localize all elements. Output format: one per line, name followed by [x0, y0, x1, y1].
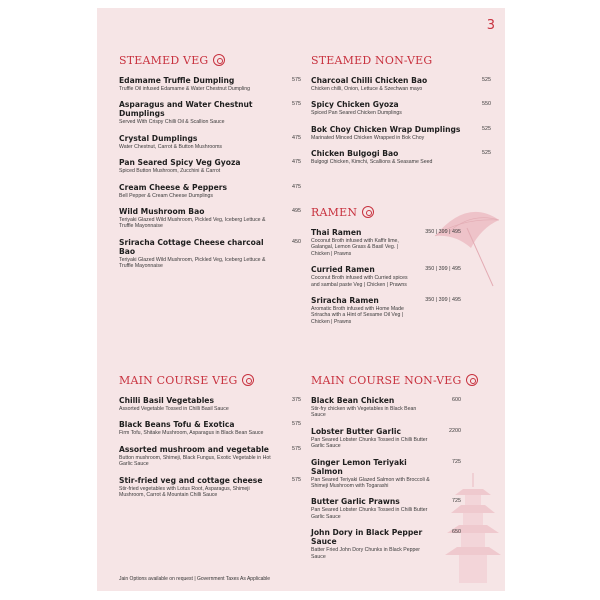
menu-item-price: 575	[292, 77, 301, 83]
menu-item	[311, 296, 461, 325]
menu-item	[119, 207, 301, 230]
menu-item-name: Assorted mushroom and vegetable	[119, 444, 269, 454]
menu-item-price: 350 | 399 | 495	[425, 297, 461, 304]
menu-item	[119, 134, 301, 150]
item-list	[311, 76, 491, 166]
menu-item-name: Pan Seared Spicy Veg Gyoza	[119, 158, 241, 168]
plate-icon	[242, 374, 254, 386]
section-steamed-non-veg	[311, 52, 491, 174]
section-title	[119, 372, 301, 388]
menu-item-description: Stir-fry chicken with Vegetables in Black Bean Sauce	[311, 406, 417, 419]
menu-item	[311, 265, 461, 288]
menu-item-price: 525	[482, 150, 491, 157]
menu-item-price: 575	[292, 445, 301, 452]
menu-item-name: Lobster Butter Garlic	[311, 426, 401, 436]
item-list	[311, 228, 461, 325]
menu-item-name: Ginger Lemon Teriyaki Salmon	[311, 457, 407, 476]
menu-item-description: Pan Seared Lobster Chunks Tossed in Chilli Butter Garlic Sauce	[311, 507, 428, 520]
menu-item	[119, 100, 301, 125]
menu-item-description: Coconut Broth infused with Curried spices and sambal paste Veg | Chicken | Prawns	[311, 275, 408, 288]
menu-item-description: Firm Tofu, Shitake Mushroom, Asparagus in Black Bean Sauce	[119, 430, 264, 437]
section-title-text: RAMEN	[311, 205, 358, 219]
menu-item-price: 525	[482, 125, 491, 132]
menu-item-description: Assorted Vegetable Tossed in Chilli Basil Sauce	[119, 406, 229, 412]
steamer-icon	[213, 54, 225, 66]
item-list	[119, 396, 301, 498]
menu-item-name: Butter Garlic Prawns	[311, 497, 400, 507]
menu-page	[97, 8, 505, 591]
menu-item-price: 525	[482, 77, 491, 83]
menu-item-description: Batter Fried John Dory Chunks in Black Pepper Sauce	[311, 547, 420, 560]
menu-item-price: 2200	[449, 427, 461, 434]
section-title-text: MAIN COURSE NON-VEG	[311, 373, 462, 387]
menu-item-name: Wild Mushroom Bao	[119, 207, 205, 217]
menu-item-name: Black Bean Chicken	[311, 396, 395, 405]
footer-note: Jain Options available on request | Government Taxes As Applicable	[119, 576, 271, 582]
menu-item-description: Chicken chilli, Onion, Lettuce & Szechwan mayo	[311, 86, 423, 92]
menu-item-name: Chicken Bulgogi Bao	[311, 149, 399, 159]
menu-item	[311, 76, 491, 92]
menu-item	[119, 476, 301, 499]
menu-item	[119, 158, 301, 174]
menu-item-name: Sriracha Ramen	[311, 296, 379, 306]
menu-item-description: Water Chestnut, Carrot & Button Mushrooms	[119, 143, 223, 150]
menu-item	[311, 427, 461, 450]
menu-item-name: Chilli Basil Vegetables	[119, 396, 214, 405]
menu-item	[119, 76, 301, 92]
menu-item-description: Pan Seared Teriyaki Glazed Salmon with Broccoli & Shimeji Mushroom with Togarashi	[311, 476, 430, 490]
menu-item-price: 725	[452, 458, 461, 465]
menu-item-price: 475	[292, 134, 301, 141]
menu-item-price: 575	[292, 421, 301, 428]
menu-item-description: Bell Pepper & Cream Cheese Dumplings	[119, 192, 213, 199]
ramen-bowl-icon	[362, 206, 374, 218]
menu-item-name: Stir-fried veg and cottage cheese	[119, 475, 263, 485]
menu-item-price: 495	[292, 208, 301, 215]
menu-item	[311, 396, 461, 419]
plate-icon	[466, 374, 478, 386]
menu-item-name: Asparagus and Water Chestnut Dumplings	[119, 100, 253, 119]
menu-item-price: 450	[292, 238, 301, 245]
section-title-text: MAIN COURSE VEG	[119, 373, 238, 387]
menu-item	[119, 238, 301, 270]
menu-item	[311, 458, 461, 490]
section-title	[311, 372, 461, 388]
menu-item-name: Spicy Chicken Gyoza	[311, 100, 399, 110]
menu-item-name: Cream Cheese & Peppers	[119, 182, 228, 192]
menu-item-price: 475	[292, 183, 301, 190]
menu-item-description: Truffle Oil infused Edamame & Water Chestnut Dumpling	[119, 86, 250, 92]
section-title	[311, 204, 461, 220]
menu-item-price: 575	[292, 476, 301, 483]
menu-item	[311, 149, 491, 165]
section-main-course-veg	[119, 372, 301, 506]
menu-item-name: Curried Ramen	[311, 265, 375, 275]
menu-item-name: Bok Choy Chicken Wrap Dumplings	[311, 124, 461, 134]
item-list	[119, 76, 301, 270]
menu-item	[119, 420, 301, 436]
menu-item	[119, 445, 301, 468]
menu-item	[311, 228, 461, 257]
menu-item	[311, 100, 491, 116]
menu-item-price: 600	[452, 397, 461, 403]
section-title	[119, 52, 301, 68]
menu-item-name: Black Beans Tofu & Exotica	[119, 420, 235, 430]
item-list	[311, 396, 461, 560]
menu-item-description: Pan Seared Lobster Chunks Tossed in Chilli Butter Garlic Sauce	[311, 436, 428, 450]
menu-item-description: Teriyaki Glazed Wild Mushroom, Pickled Veg, Iceberg Lettuce & Truffle Mayonnaise	[119, 217, 266, 230]
menu-item-description: Bulgogi Chicken, Kimchi, Scallions & Seasame Seed	[311, 159, 433, 166]
menu-item	[311, 125, 491, 141]
menu-item-description: Stir-fried vegetables with Lotus Root, Asparagus, Shimeji Mushroom, Carrot & Mountain Chilli Sauce	[119, 485, 250, 499]
menu-item-price: 650	[452, 529, 461, 536]
section-title-text: STEAMED NON-VEG	[311, 53, 433, 67]
menu-item-price: 475	[292, 159, 301, 166]
page-number: 3	[486, 18, 495, 33]
menu-item-name: Thai Ramen	[311, 228, 362, 237]
menu-item-description: Spiced Button Mushroom, Zucchini & Carrot	[119, 168, 221, 175]
section-ramen	[311, 204, 461, 333]
menu-item-description: Teriyaki Glazed Wild Mushroom, Pickled Veg, Iceberg Lettuce & Truffle Mayonnaise	[119, 256, 266, 270]
menu-item-name: John Dory in Black Pepper Sauce	[311, 528, 423, 547]
menu-item-price: 350 | 399 | 495	[425, 229, 461, 235]
menu-item-description: Marinated Minced Chicken Wrapped in Bok Choy	[311, 134, 425, 141]
section-main-course-non-veg	[311, 372, 461, 568]
menu-item-name: Crystal Dumplings	[119, 133, 198, 143]
menu-item-name: Charcoal Chilli Chicken Bao	[311, 76, 428, 85]
menu-item	[311, 528, 461, 560]
menu-item	[311, 497, 461, 520]
section-steamed-veg	[119, 52, 301, 278]
menu-item-price: 350 | 399 | 495	[425, 266, 461, 273]
menu-item	[119, 183, 301, 199]
menu-item	[119, 396, 301, 412]
menu-item-price: 375	[292, 397, 301, 403]
menu-item-description: Served With Crispy Chilli Oil & Scallion Sauce	[119, 119, 225, 126]
section-title-text: STEAMED VEG	[119, 53, 209, 67]
menu-item-price: 725	[452, 498, 461, 505]
menu-item-name: Sriracha Cottage Cheese charcoal Bao	[119, 237, 264, 256]
menu-item-name: Edamame Truffle Dumpling	[119, 76, 235, 85]
menu-item-price: 550	[482, 101, 491, 108]
menu-item-description: Button mushroom, Shimeji, Black Fungus, Exotic Vegetable in Hot Garlic Sauce	[119, 454, 271, 468]
section-title	[311, 52, 491, 68]
menu-item-description: Aromatic Broth infused with Home Made Sriracha with a Hint of Sesame Oil Veg | Chicken | Prawns	[311, 306, 404, 325]
menu-item-description: Spiced Pan Seared Chicken Dumplings	[311, 110, 402, 117]
menu-item-description: Coconut Broth infused with Kaffir lime, Galangal, Lemon Grass & Basil Veg. | Chicken | Prawns	[311, 238, 399, 257]
menu-item-price: 575	[292, 101, 301, 108]
